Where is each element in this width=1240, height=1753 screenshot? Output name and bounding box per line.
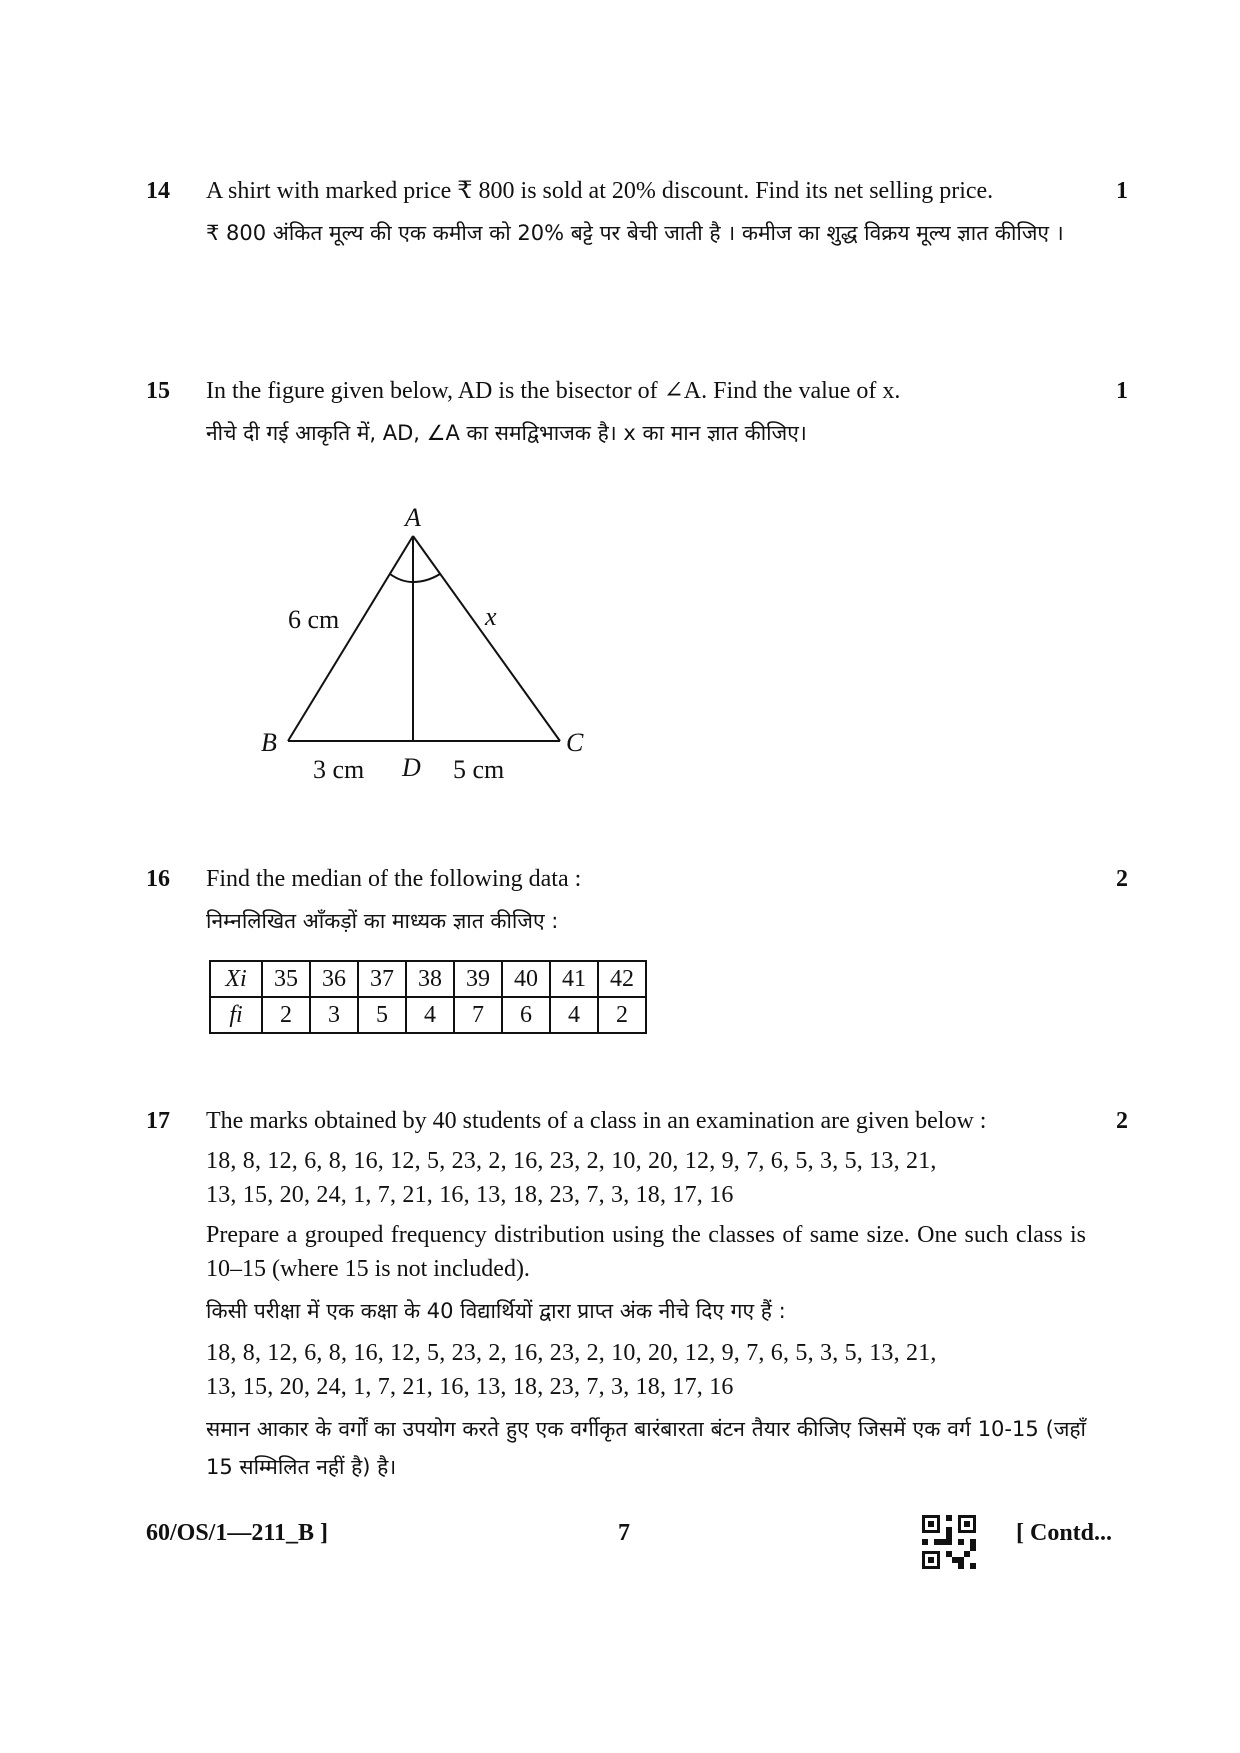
side-ac <box>413 536 560 741</box>
table-row <box>210 997 646 1033</box>
question-text-english: Find the median of the following data : <box>206 866 582 892</box>
marks-data-line-2-hindi: 13, 15, 20, 24, 1, 7, 21, 16, 13, 18, 23, 7, 3, 18, 17, 16 <box>206 1374 734 1400</box>
question-intro-english: The marks obtained by 40 students of a class in an examination are given below : <box>206 1108 987 1134</box>
table-cell: 4 <box>550 997 598 1033</box>
question-number: 17 <box>146 1108 170 1134</box>
table-cell: 4 <box>406 997 454 1033</box>
table-cell: 39 <box>454 961 502 997</box>
question-text-english: In the figure given below, AD is the bisector of ∠A. Find the value of x. <box>206 378 901 404</box>
question-task-english: Prepare a grouped frequency distribution using the classes of same size. One such class is 10–15 (where 15 is not included). <box>206 1222 1086 1282</box>
table-cell: 7 <box>454 997 502 1033</box>
table-cell: 36 <box>310 961 358 997</box>
segment-bd-label: 3 cm <box>313 755 365 784</box>
qr-code-icon <box>922 1515 976 1569</box>
question-marks: 1 <box>1116 178 1128 204</box>
table-cell: 2 <box>598 997 646 1033</box>
question-text-hindi: ₹ 800 अंकित मूल्य की एक कमीज को 20% बट्टे पर बेची जाती है । कमीज का शुद्ध विक्रय मूल्य ज्ञात कीजिए । <box>206 221 1064 245</box>
table-cell: 41 <box>550 961 598 997</box>
segment-dc-label: 5 cm <box>453 755 505 784</box>
point-d-label: D <box>402 753 421 782</box>
row-label-x: Xi <box>210 961 262 997</box>
continued-label: [ Contd... <box>1016 1520 1113 1546</box>
vertex-a-label: A <box>405 503 421 532</box>
side-ab-label: 6 cm <box>288 605 340 634</box>
question-text-hindi: नीचे दी गई आकृति में, AD, ∠A का समद्विभाजक है। x का मान ज्ञात कीजिए। <box>206 421 807 445</box>
vertex-b-label: B <box>261 728 277 757</box>
table-cell: 5 <box>358 997 406 1033</box>
question-number: 14 <box>146 178 170 204</box>
question-number: 15 <box>146 378 170 404</box>
table-cell: 6 <box>502 997 550 1033</box>
table-cell: 37 <box>358 961 406 997</box>
question-marks: 2 <box>1116 866 1128 892</box>
marks-data-line-1-hindi: 18, 8, 12, 6, 8, 16, 12, 5, 23, 2, 16, 23, 2, 10, 20, 12, 9, 7, 6, 5, 3, 5, 13, 21, <box>206 1340 937 1366</box>
marks-data-line-1: 18, 8, 12, 6, 8, 16, 12, 5, 23, 2, 16, 23, 2, 10, 20, 12, 9, 7, 6, 5, 3, 5, 13, 21, <box>206 1148 937 1174</box>
table-cell: 35 <box>262 961 310 997</box>
angle-arc-right <box>413 574 440 582</box>
table-row <box>210 961 646 997</box>
question-text-english: A shirt with marked price ₹ 800 is sold at 20% discount. Find its net selling price. <box>206 178 994 204</box>
paper-code: 60/OS/1—211_B ] <box>146 1520 329 1546</box>
table-cell: 38 <box>406 961 454 997</box>
table-cell: 2 <box>262 997 310 1033</box>
question-intro-hindi: किसी परीक्षा में एक कक्षा के 40 विद्यार्थियों द्वारा प्राप्त अंक नीचे दिए गए हैं : <box>206 1299 786 1323</box>
angle-arc-left <box>390 574 413 582</box>
table-cell: 42 <box>598 961 646 997</box>
side-ab <box>288 536 413 741</box>
triangle-figure <box>255 498 635 788</box>
table-cell: 3 <box>310 997 358 1033</box>
question-number: 16 <box>146 866 170 892</box>
vertex-c-label: C <box>566 728 584 757</box>
question-text-hindi: निम्नलिखित आँकड़ों का माध्यक ज्ञात कीजिए : <box>206 909 559 933</box>
table-cell: 40 <box>502 961 550 997</box>
question-marks: 2 <box>1116 1108 1128 1134</box>
side-ac-label: x <box>485 602 497 631</box>
page-number: 7 <box>618 1520 630 1546</box>
row-label-f: fi <box>210 997 262 1033</box>
frequency-table <box>209 960 647 1034</box>
marks-data-line-2: 13, 15, 20, 24, 1, 7, 21, 16, 13, 18, 23, 7, 3, 18, 17, 16 <box>206 1182 734 1208</box>
question-marks: 1 <box>1116 378 1128 404</box>
question-task-hindi: समान आकार के वर्गों का उपयोग करते हुए एक वर्गीकृत बारंबारता बंटन तैयार कीजिए जिसमें एक वर्ग 10-15 (जहाँ 15 सम्मिलित नहीं है) है। <box>206 1417 1086 1479</box>
